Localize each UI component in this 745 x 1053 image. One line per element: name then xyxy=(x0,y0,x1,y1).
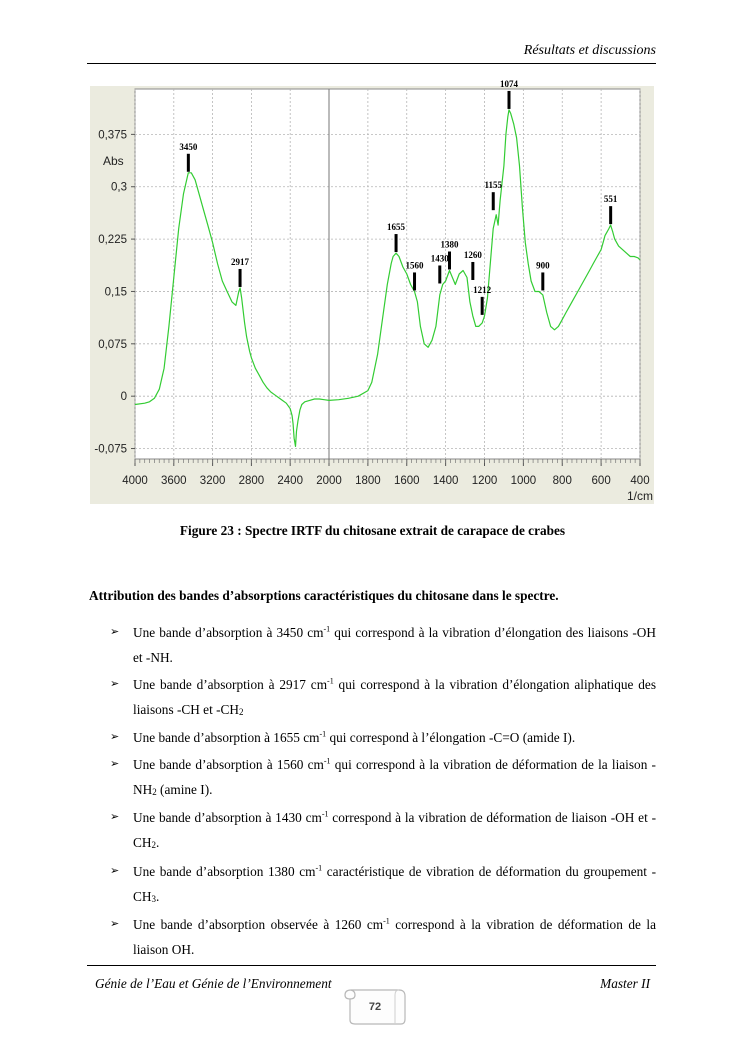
peak-label: 1430 xyxy=(430,253,449,264)
bullet-text-a: Une bande d’absorption 1380 cm xyxy=(133,863,316,879)
x-tick-label: 600 xyxy=(591,475,611,487)
x-tick-label: 1400 xyxy=(432,475,459,487)
bullet-arrow-icon: ➢ xyxy=(110,677,120,690)
y-tick-label: 0,225 xyxy=(98,234,127,247)
bullet-text-sup: -1 xyxy=(323,624,331,634)
bullet-text-b: qui correspond à l’élongation -C=O (amide I). xyxy=(326,730,576,745)
bullet-text-sub: 2 xyxy=(151,840,156,850)
bullet-text-sup: -1 xyxy=(323,756,331,766)
y-tick-label: 0,15 xyxy=(104,286,127,299)
peak-label: 2917 xyxy=(231,256,250,267)
y-tick-label: 0 xyxy=(120,391,127,404)
absorption-band-item xyxy=(110,859,656,911)
absorption-band-item xyxy=(110,912,656,962)
x-axis-label: 1/cm xyxy=(626,489,653,503)
peak-label: 551 xyxy=(603,194,618,205)
bullet-arrow-icon: ➢ xyxy=(110,731,120,743)
x-tick-label: 400 xyxy=(630,475,650,487)
footer-rule xyxy=(87,965,656,966)
x-tick-label: 1000 xyxy=(510,475,537,487)
x-tick-label: 2800 xyxy=(238,475,265,487)
bullet-text-a: Une bande d’absorption à 1655 cm xyxy=(133,730,320,745)
x-tick-label: 1600 xyxy=(393,475,420,487)
page-number: 72 xyxy=(368,1001,382,1013)
bullet-text-sup: -1 xyxy=(383,916,390,926)
bullet-text-sup: -1 xyxy=(321,809,329,819)
bullet-text-b: qui correspond à la vibration d’élongation des liaisons -OH et -NH. xyxy=(133,625,656,665)
bullet-text-sub: 3 xyxy=(151,893,156,904)
running-header-title: Résultats et discussions xyxy=(523,43,656,58)
bullet-text-c: (amine I). xyxy=(156,781,213,797)
bullet-arrow-icon: ➢ xyxy=(110,757,120,770)
peak-label: 3450 xyxy=(179,141,198,152)
x-tick-label: 2000 xyxy=(316,475,342,487)
absorption-band-item xyxy=(110,752,656,804)
peak-label: 1212 xyxy=(473,284,492,295)
bullet-text-c: . xyxy=(155,835,160,850)
bullet-arrow-icon: ➢ xyxy=(110,626,120,638)
bullet-text-b: correspond à la vibration de déformation de la liaison OH. xyxy=(133,917,656,957)
bullet-text-sub: 2 xyxy=(152,786,157,797)
y-tick-label: 0,075 xyxy=(98,338,127,351)
bullet-text-sup: -1 xyxy=(327,676,334,686)
y-tick-label: 0,375 xyxy=(98,129,127,142)
bullet-text-a: Une bande d’absorption à 1430 cm xyxy=(133,810,322,825)
x-tick-label: 2400 xyxy=(277,475,303,487)
bullet-text-b: qui correspond à la vibration de déformation de la liaison -NH xyxy=(133,756,656,797)
bullet-text-a: Une bande d’absorption à 1560 cm xyxy=(133,756,324,772)
x-tick-label: 3600 xyxy=(161,475,187,487)
bullet-text-sub: 2 xyxy=(239,706,244,717)
ftir-spectrum-chart xyxy=(90,78,654,504)
bullet-arrow-icon: ➢ xyxy=(110,811,120,823)
header-rule xyxy=(87,63,656,64)
absorption-band-item xyxy=(110,672,656,724)
y-tick-label: -0,075 xyxy=(94,443,127,456)
absorption-band-item xyxy=(110,620,656,670)
absorption-band-item xyxy=(110,805,656,857)
x-tick-label: 800 xyxy=(552,475,572,487)
x-tick-label: 3200 xyxy=(199,475,226,487)
figure-caption: Figure 23 : Spectre IRTF du chitosane extrait de carapace de crabes xyxy=(179,523,566,538)
footer-left-text: Génie de l’Eau et Génie de l’Environnement xyxy=(95,976,332,991)
absorption-band-item xyxy=(110,725,656,750)
x-tick-label: 4000 xyxy=(122,475,148,487)
x-tick-label: 1800 xyxy=(355,475,381,487)
peak-label: 1260 xyxy=(463,249,482,260)
bullet-text-b: correspond à la vibration de déformation de liaison -OH et -CH xyxy=(133,810,656,850)
peak-label: 1560 xyxy=(405,260,424,271)
bullet-text-sup: -1 xyxy=(319,729,327,739)
peak-label: 1074 xyxy=(499,78,518,89)
bullet-text-c: . xyxy=(155,888,160,904)
x-tick-label: 1200 xyxy=(471,475,498,487)
peak-label: 1655 xyxy=(387,222,406,233)
bullet-text-a: Une bande d’absorption observée à 1260 cm xyxy=(133,917,384,932)
plot-area xyxy=(135,89,640,459)
section-heading: Attribution des bandes d’absorptions caractéristiques du chitosane dans le spectre. xyxy=(89,588,559,603)
peak-label: 900 xyxy=(536,260,550,271)
bullet-text-b: qui correspond à la vibration d’élongation aliphatique des liaisons -CH et -CH xyxy=(133,676,656,717)
bullet-text-b: caractéristique de vibration de déformation du groupement -CH xyxy=(133,863,657,904)
y-axis-label: Abs xyxy=(103,154,124,168)
peak-label: 1155 xyxy=(484,180,503,191)
bullet-text-a: Une bande d’absorption à 3450 cm xyxy=(133,625,324,640)
y-tick-label: 0,3 xyxy=(111,181,127,194)
bullet-text-sup: -1 xyxy=(315,863,323,873)
footer-right-text: Master II xyxy=(600,976,650,991)
peak-label: 1380 xyxy=(440,239,459,250)
bullet-arrow-icon: ➢ xyxy=(110,864,120,877)
absorption-band-list xyxy=(110,620,656,964)
bullet-text-a: Une bande d’absorption à 2917 cm xyxy=(133,676,328,692)
bullet-arrow-icon: ➢ xyxy=(110,918,120,930)
